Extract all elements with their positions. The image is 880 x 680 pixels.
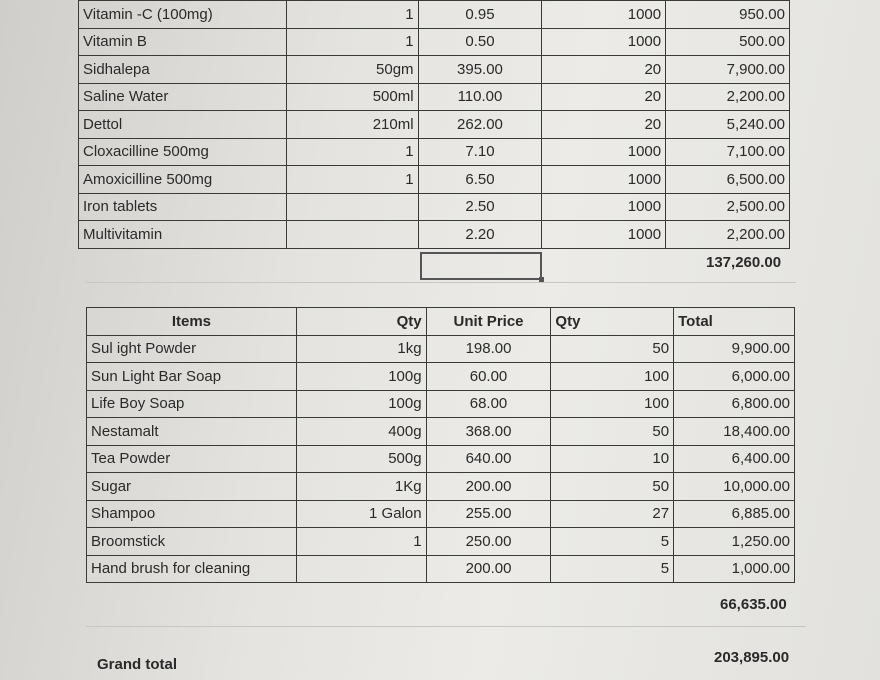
table-row <box>79 166 790 194</box>
cell-unit: 1Kg <box>296 473 426 501</box>
cell-price: 395.00 <box>418 56 542 84</box>
cell-total: 1,250.00 <box>674 528 795 556</box>
cell-price: 2.20 <box>418 221 542 249</box>
cell-qty: 50 <box>551 335 674 363</box>
cell-qty: 50 <box>551 473 674 501</box>
table-row <box>87 445 795 473</box>
cell-total: 5,240.00 <box>666 111 790 139</box>
header-unit-price: Unit Price <box>426 308 551 336</box>
cell-price: 7.10 <box>418 138 542 166</box>
cell-total: 1,000.00 <box>674 555 795 583</box>
cell-price: 198.00 <box>426 335 551 363</box>
cell-total: 7,100.00 <box>666 138 790 166</box>
cell-qty: 1000 <box>542 138 666 166</box>
table-row <box>79 28 790 56</box>
cell-unit <box>286 221 418 249</box>
cell-unit: 210ml <box>286 111 418 139</box>
cell-price: 0.95 <box>418 1 542 29</box>
cell-total: 6,400.00 <box>674 445 795 473</box>
cell-total: 500.00 <box>666 28 790 56</box>
cell-item: Shampoo <box>87 500 297 528</box>
cell-price: 110.00 <box>418 83 542 111</box>
cell-total: 10,000.00 <box>674 473 795 501</box>
cell-unit: 1kg <box>296 335 426 363</box>
cell-price: 200.00 <box>426 473 551 501</box>
cell-item: Sun Light Bar Soap <box>87 363 297 391</box>
table-row <box>87 363 795 391</box>
table-row <box>79 221 790 249</box>
table-header-row <box>87 308 795 336</box>
cell-qty: 27 <box>551 500 674 528</box>
cell-item: Iron tablets <box>79 193 287 221</box>
cell-unit: 100g <box>296 390 426 418</box>
cell-total: 9,900.00 <box>674 335 795 363</box>
supplies-subtotal: 66,635.00 <box>720 596 787 613</box>
cell-qty: 5 <box>551 528 674 556</box>
table-row <box>87 555 795 583</box>
medicine-subtotal: 137,260.00 <box>706 254 782 271</box>
cell-item: Vitamin -C (100mg) <box>79 1 287 29</box>
cell-total: 2,500.00 <box>666 193 790 221</box>
cell-unit: 1 <box>286 166 418 194</box>
cell-qty: 100 <box>551 390 674 418</box>
cell-total: 2,200.00 <box>666 221 790 249</box>
cell-unit: 100g <box>296 363 426 391</box>
cell-item: Sul ight Powder <box>87 335 297 363</box>
cell-total: 6,500.00 <box>666 166 790 194</box>
cell-unit: 1 <box>286 28 418 56</box>
cell-qty: 20 <box>542 83 666 111</box>
table-row <box>87 473 795 501</box>
gridline <box>86 282 796 283</box>
cell-total: 6,000.00 <box>674 363 795 391</box>
cell-total: 6,800.00 <box>674 390 795 418</box>
table-row <box>87 500 795 528</box>
cell-unit: 500g <box>296 445 426 473</box>
cell-price: 368.00 <box>426 418 551 446</box>
table-row <box>87 528 795 556</box>
table-row <box>87 335 795 363</box>
table-row <box>79 56 790 84</box>
cell-price: 200.00 <box>426 555 551 583</box>
cell-qty: 10 <box>551 445 674 473</box>
cell-qty: 20 <box>542 56 666 84</box>
cell-unit: 50gm <box>286 56 418 84</box>
cell-price: 250.00 <box>426 528 551 556</box>
cell-qty: 1000 <box>542 221 666 249</box>
cell-price: 6.50 <box>418 166 542 194</box>
cell-qty: 50 <box>551 418 674 446</box>
table-row <box>79 1 790 29</box>
supplies-table <box>86 307 795 583</box>
cell-price: 640.00 <box>426 445 551 473</box>
cell-item: Cloxacilline 500mg <box>79 138 287 166</box>
cell-price: 255.00 <box>426 500 551 528</box>
cell-qty: 20 <box>542 111 666 139</box>
table-row <box>87 418 795 446</box>
cell-qty: 1000 <box>542 166 666 194</box>
cell-item: Sugar <box>87 473 297 501</box>
cell-price: 60.00 <box>426 363 551 391</box>
header-qty2: Qty <box>551 308 674 336</box>
cell-qty: 100 <box>551 363 674 391</box>
cell-total: 2,200.00 <box>666 83 790 111</box>
cell-item: Dettol <box>79 111 287 139</box>
cell-total: 950.00 <box>666 1 790 29</box>
cell-qty: 1000 <box>542 193 666 221</box>
cell-total: 6,885.00 <box>674 500 795 528</box>
gridline <box>86 626 806 627</box>
cell-total: 7,900.00 <box>666 56 790 84</box>
table-row <box>79 193 790 221</box>
table-row <box>79 111 790 139</box>
medicine-table <box>78 0 790 249</box>
table-row <box>79 138 790 166</box>
cell-item: Broomstick <box>87 528 297 556</box>
cell-total: 18,400.00 <box>674 418 795 446</box>
table-row <box>79 83 790 111</box>
grand-total-label: Grand total <box>97 656 178 673</box>
cell-qty: 1000 <box>542 1 666 29</box>
cell-unit <box>286 193 418 221</box>
cell-item: Life Boy Soap <box>87 390 297 418</box>
cell-price: 2.50 <box>418 193 542 221</box>
cell-unit <box>296 555 426 583</box>
cell-unit: 400g <box>296 418 426 446</box>
cell-qty: 5 <box>551 555 674 583</box>
grand-total-value: 203,895.00 <box>714 649 790 666</box>
cell-item: Sidhalepa <box>79 56 287 84</box>
cell-item: Saline Water <box>79 83 287 111</box>
table-row <box>87 390 795 418</box>
cell-item: Hand brush for cleaning <box>87 555 297 583</box>
cell-unit: 1 <box>286 1 418 29</box>
cell-price: 0.50 <box>418 28 542 56</box>
cell-item: Amoxicilline 500mg <box>79 166 287 194</box>
header-total: Total <box>674 308 795 336</box>
cell-item: Vitamin B <box>79 28 287 56</box>
header-items: Items <box>87 308 297 336</box>
cell-price: 262.00 <box>418 111 542 139</box>
cell-unit: 1 <box>286 138 418 166</box>
header-qty: Qty <box>296 308 426 336</box>
cell-item: Tea Powder <box>87 445 297 473</box>
cell-item: Nestamalt <box>87 418 297 446</box>
cell-item: Multivitamin <box>79 221 287 249</box>
cell-qty: 1000 <box>542 28 666 56</box>
selected-cell[interactable] <box>420 252 542 280</box>
cell-unit: 1 Galon <box>296 500 426 528</box>
cell-price: 68.00 <box>426 390 551 418</box>
cell-unit: 1 <box>296 528 426 556</box>
cell-unit: 500ml <box>286 83 418 111</box>
